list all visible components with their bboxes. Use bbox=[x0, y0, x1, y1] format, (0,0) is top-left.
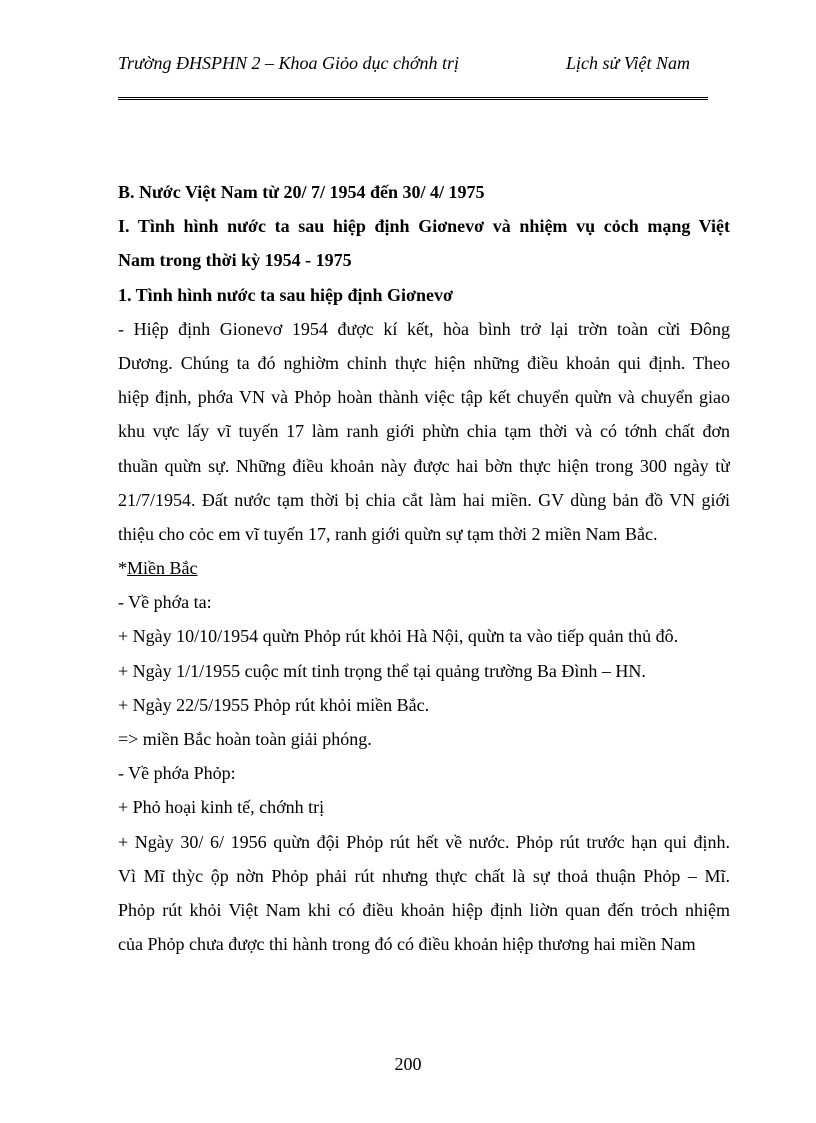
list-line: - Về phớa ta: bbox=[118, 592, 212, 613]
list-line: + Ngày 10/10/1954 quừn Phỏp rút khỏi Hà Nội, quừn ta vào tiếp quản thủ đô. bbox=[118, 626, 679, 647]
paragraph-line: của Phỏp chưa được thi hành trong đó có điều khoản hiệp thương hai miền Nam bbox=[118, 934, 696, 955]
section-heading-i-line2: Nam trong thời kỳ 1954 - 1975 bbox=[118, 250, 352, 271]
header-school: Trường ĐHSPHN 2 – Khoa Giỏo dục chớnh trị bbox=[118, 53, 460, 73]
paragraph-line: 21/7/1954. Đất nước tạm thời bị chia cắt làm hai miền. GV dùng bản đồ VN giới bbox=[118, 489, 730, 510]
document-body bbox=[118, 175, 730, 961]
paragraph-line: khu vực lấy vĩ tuyến 17 làm ranh giới phừn chia tạm thời và có tớnh chất đơn bbox=[118, 421, 730, 442]
paragraph-line: thiệu cho cỏc em vĩ tuyến 17, ranh giới quừn sự tạm thời 2 miền Nam Bắc. bbox=[118, 523, 658, 544]
list-line: + Ngày 22/5/1955 Phỏp rút khỏi miền Bắc. bbox=[118, 694, 430, 715]
north-heading-marker: * bbox=[118, 558, 127, 579]
section-heading-i-line1: I. Tình hình nước ta sau hiệp định Giơnevơ và nhiệm vụ cỏch mạng Việt bbox=[118, 216, 730, 237]
list-line: + Ngày 1/1/1955 cuộc mít tinh trọng thể tại quảng trường Ba Đình – HN. bbox=[118, 660, 646, 681]
paragraph-line: - Hiệp định Gionevơ 1954 được kí kết, hòa bình trở lại trờn toàn cừi Đông bbox=[118, 318, 730, 339]
paragraph-line: + Ngày 30/ 6/ 1956 quừn đội Phỏp rút hết về nước. Phỏp rút trước hạn qui định. bbox=[118, 831, 730, 852]
page-header bbox=[118, 50, 708, 100]
paragraph-line: Phỏp rút khỏi Việt Nam khi có điều khoản hiệp định liờn quan đến trỏch nhiệm bbox=[118, 899, 730, 920]
paragraph-line: hiệp định, phớa VN và Phỏp hoàn thành việc tập kết chuyển quừn và chuyển giao bbox=[118, 387, 730, 408]
list-line: + Phỏ hoại kinh tế, chớnh trị bbox=[118, 797, 325, 818]
list-line: - Về phớa Phỏp: bbox=[118, 763, 236, 784]
subsection-heading-1: 1. Tình hình nước ta sau hiệp định Giơnevơ bbox=[118, 284, 453, 305]
north-heading bbox=[118, 551, 730, 585]
paragraph-line: thuần quừn sự. Những điều khoản này được hai bờn thực hiện trong 300 ngày từ bbox=[118, 455, 730, 476]
header-subject: Lịch sử Việt Nam bbox=[566, 53, 690, 73]
section-heading-b: B. Nước Việt Nam từ 20/ 7/ 1954 đến 30/ 4/ 1975 bbox=[118, 182, 485, 202]
list-line: => miền Bắc hoàn toàn giải phóng. bbox=[118, 729, 372, 749]
paragraph-line: Dương. Chúng ta đó nghiờm chỉnh thực hiện những điều khoản qui định. Theo bbox=[118, 352, 730, 373]
page-number: 200 bbox=[394, 1054, 422, 1074]
paragraph-line: Vì Mĩ thỳc ộp nờn Phỏp phải rút nhưng thực chất là sự thoả thuận Phỏp – Mĩ. bbox=[118, 865, 730, 886]
north-heading-text: Miền Bắc bbox=[127, 558, 198, 579]
